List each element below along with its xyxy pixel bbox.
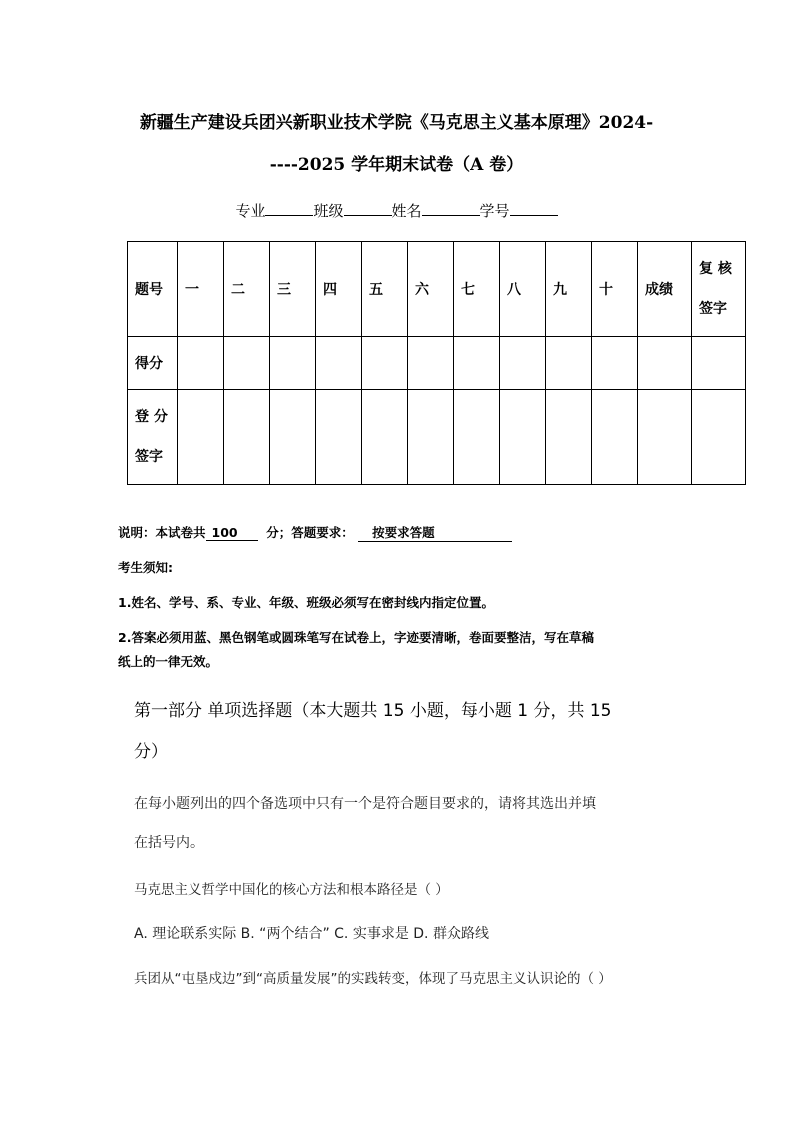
score-cell[interactable] <box>408 337 454 390</box>
column-header: 九 <box>546 242 592 337</box>
section-title-line2: 分） <box>134 742 168 762</box>
class-label: 班级 <box>313 202 344 220</box>
grader-cell[interactable] <box>270 390 316 485</box>
column-header: 三 <box>270 242 316 337</box>
grader-cell[interactable] <box>316 390 362 485</box>
major-blank[interactable] <box>265 200 313 216</box>
section-title-line1: 第一部分 单项选择题（本大题共 15 小题，每小题 1 分，共 15 <box>134 701 612 721</box>
grader-cell[interactable] <box>224 390 270 485</box>
score-table <box>127 241 746 485</box>
score-cell[interactable] <box>270 337 316 390</box>
score-cell[interactable] <box>500 337 546 390</box>
student-id-blank[interactable] <box>510 200 558 216</box>
desc-mid: 分；答题要求： <box>266 525 354 540</box>
exam-title-line1: 新疆生产建设兵团兴新职业技术学院《马克思主义基本原理》2024- <box>139 113 654 133</box>
grader-cell[interactable] <box>500 390 546 485</box>
grader-cell[interactable] <box>454 390 500 485</box>
grader-cell[interactable] <box>408 390 454 485</box>
column-header: 八 <box>500 242 546 337</box>
score-cell[interactable] <box>454 337 500 390</box>
question-1-options: A. 理论联系实际 B. “两个结合” C. 实事求是 D. 群众路线 <box>134 926 489 942</box>
column-header: 一 <box>178 242 224 337</box>
score-cell[interactable] <box>692 337 746 390</box>
column-header: 七 <box>454 242 500 337</box>
score-cell[interactable] <box>638 337 692 390</box>
total-score: 100 <box>206 525 258 541</box>
column-header: 十 <box>592 242 638 337</box>
score-cell[interactable] <box>362 337 408 390</box>
column-header-total: 成绩 <box>638 242 692 337</box>
score-cell[interactable] <box>178 337 224 390</box>
grader-cell[interactable] <box>638 390 692 485</box>
grader-cell[interactable] <box>362 390 408 485</box>
notice-item-1: 1.姓名、学号、系、专业、年级、班级必须写在密封线内指定位置。 <box>118 595 494 610</box>
section-instruction-line1: 在每小题列出的四个备选项中只有一个是符合题目要求的，请将其选出并填 <box>134 796 596 812</box>
name-blank[interactable] <box>422 200 480 216</box>
name-label: 姓名 <box>391 202 422 220</box>
notice-item-2b: 纸上的一律无效。 <box>118 654 219 669</box>
score-cell[interactable] <box>592 337 638 390</box>
grader-cell[interactable] <box>592 390 638 485</box>
question-1: 马克思主义哲学中国化的核心方法和根本路径是（ ） <box>134 882 449 898</box>
notice-heading: 考生须知: <box>118 560 173 575</box>
review-line2: 签字 <box>699 301 727 317</box>
major-label: 专业 <box>235 202 266 220</box>
grader-cell[interactable] <box>178 390 224 485</box>
score-cell[interactable] <box>546 337 592 390</box>
column-header: 二 <box>224 242 270 337</box>
exam-title-line2: ----2025 学年期末试卷（A 卷） <box>269 155 524 175</box>
grader-cell[interactable] <box>546 390 592 485</box>
class-blank[interactable] <box>344 200 392 216</box>
grader-line2: 签字 <box>135 449 163 465</box>
student-info-fields <box>0 200 793 221</box>
score-cell[interactable] <box>316 337 362 390</box>
row-label-number: 题号 <box>128 242 178 337</box>
column-header: 六 <box>408 242 454 337</box>
row-label-score: 得分 <box>128 337 178 390</box>
answer-requirement: 按要求答题 <box>358 523 512 542</box>
row-label-grader <box>128 390 178 485</box>
question-2: 兵团从“屯垦戍边”到“高质量发展”的实践转变，体现了马克思主义认识论的（ ） <box>134 971 612 987</box>
review-line1: 复 核 <box>699 261 732 277</box>
column-header-review <box>692 242 746 337</box>
column-header: 四 <box>316 242 362 337</box>
desc-prefix: 说明：本试卷共 <box>118 525 206 540</box>
score-cell[interactable] <box>224 337 270 390</box>
exam-description <box>118 523 512 542</box>
grader-line1: 登 分 <box>135 409 168 425</box>
section-instruction-line2: 在括号内。 <box>134 835 204 851</box>
column-header: 五 <box>362 242 408 337</box>
grader-cell[interactable] <box>692 390 746 485</box>
student-id-label: 学号 <box>479 202 510 220</box>
notice-item-2a: 2.答案必须用蓝、黑色钢笔或圆珠笔写在试卷上，字迹要清晰，卷面要整洁，写在草稿 <box>118 630 594 645</box>
